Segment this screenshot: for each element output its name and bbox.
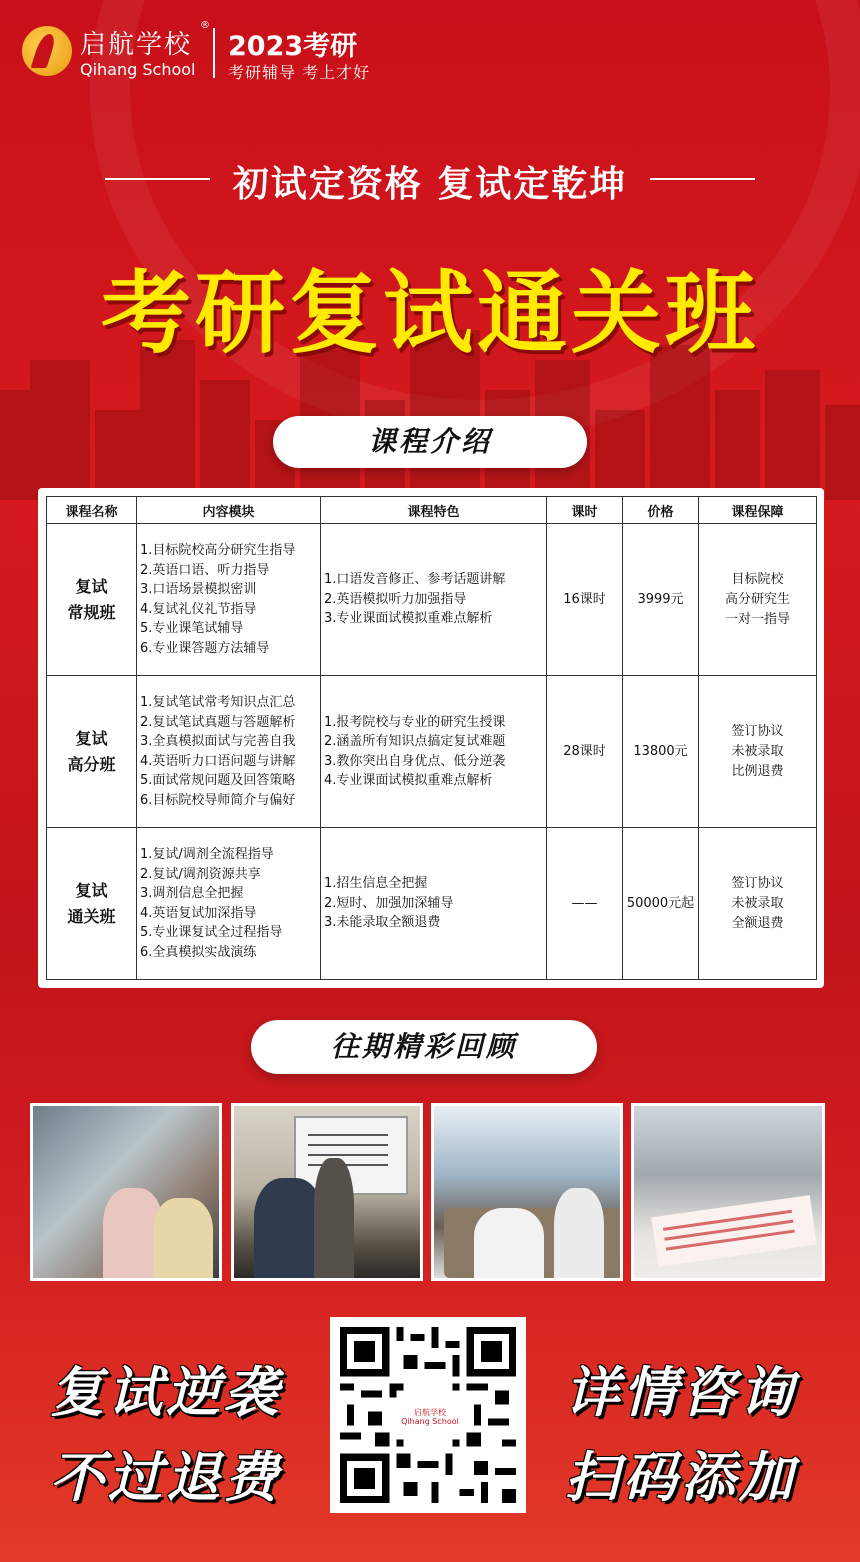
study-materials-photo [631,1103,825,1281]
column-header: 课时 [547,497,623,524]
logo-english-name: Qihang School [80,60,196,79]
column-header: 课程保障 [699,497,817,524]
review-heading: 往期精彩回顾 [251,1020,597,1074]
tutoring-photo [30,1103,222,1281]
course-guarantee: 签订协议 未被录取 比例退费 [699,676,817,828]
table-row [47,828,817,980]
column-header: 课程名称 [47,497,137,524]
course-modules: 1.复试笔试常考知识点汇总 2.复试笔试真题与答题解析 3.全真模拟面试与完善自我 4.英语听力口语问题与讲解 5.面试常规问题及回答策略 6.目标院校导师简介与偏好 [137,676,321,828]
table-row [47,524,817,676]
scan-text: 扫码添加 [565,1446,797,1509]
course-hours: —— [547,828,623,980]
classroom-photo [431,1103,623,1281]
course-intro-heading: 课程介绍 [273,416,587,468]
school-logo [22,22,212,82]
course-price: 13800元 [623,676,699,828]
logo-emblem-icon [22,26,72,76]
course-features: 1.招生信息全把握 2.短时、加强加深辅导 3.未能录取全额退费 [321,828,547,980]
table-row [47,676,817,828]
whiteboard-lesson-photo [231,1103,423,1281]
headline: 考研复试通关班 [101,261,759,366]
course-guarantee: 目标院校 高分研究生 一对一指导 [699,524,817,676]
table-header-row [47,497,817,524]
course-hours: 28课时 [547,676,623,828]
column-header: 价格 [623,497,699,524]
qr-logo: 启航学校 Qihang School [408,1395,452,1439]
course-features: 1.报考院校与专业的研究生授课 2.涵盖所有知识点搞定复试难题 3.教你突出自身优点、低分逆袭 4.专业课面试模拟重难点解析 [321,676,547,828]
promise-text-2: 不过退费 [50,1446,282,1509]
review-photo-strip [30,1103,830,1281]
promise-text-1: 复试逆袭 [50,1361,282,1424]
consult-text: 详情咨询 [565,1361,797,1424]
subheadline: 初试定资格 复试定乾坤 [232,164,628,205]
course-hours: 16课时 [547,524,623,676]
course-price: 3999元 [623,524,699,676]
qr-code[interactable] [330,1317,526,1513]
header-divider [213,28,215,78]
course-name: 复试 常规班 [47,524,137,676]
course-price: 50000元起 [623,828,699,980]
year-title: 2023考研 [228,31,358,62]
course-features: 1.口语发音修正、参考话题讲解 2.英语模拟听力加强指导 3.专业课面试模拟重难点解析 [321,524,547,676]
course-guarantee: 签订协议 未被录取 全额退费 [699,828,817,980]
registered-mark: ® [200,20,210,31]
course-modules: 1.复试/调剂全流程指导 2.复试/调剂资源共享 3.调剂信息全把握 4.英语复试加深指导 5.专业课复试全过程指导 6.全真模拟实战演练 [137,828,321,980]
logo-chinese-name: 启航学校 [80,30,193,60]
course-name: 复试 通关班 [47,828,137,980]
study-paper [651,1195,816,1267]
column-header: 课程特色 [321,497,547,524]
course-table [46,496,817,980]
header-slogan: 考研辅导 考上才好 [228,63,371,82]
column-header: 内容模块 [137,497,321,524]
course-name: 复试 高分班 [47,676,137,828]
course-modules: 1.目标院校高分研究生指导 2.英语口语、听力指导 3.口语场景模拟密训 4.复试礼仪礼节指导 5.专业课笔试辅导 6.专业课答题方法辅导 [137,524,321,676]
course-table-panel [38,488,824,988]
